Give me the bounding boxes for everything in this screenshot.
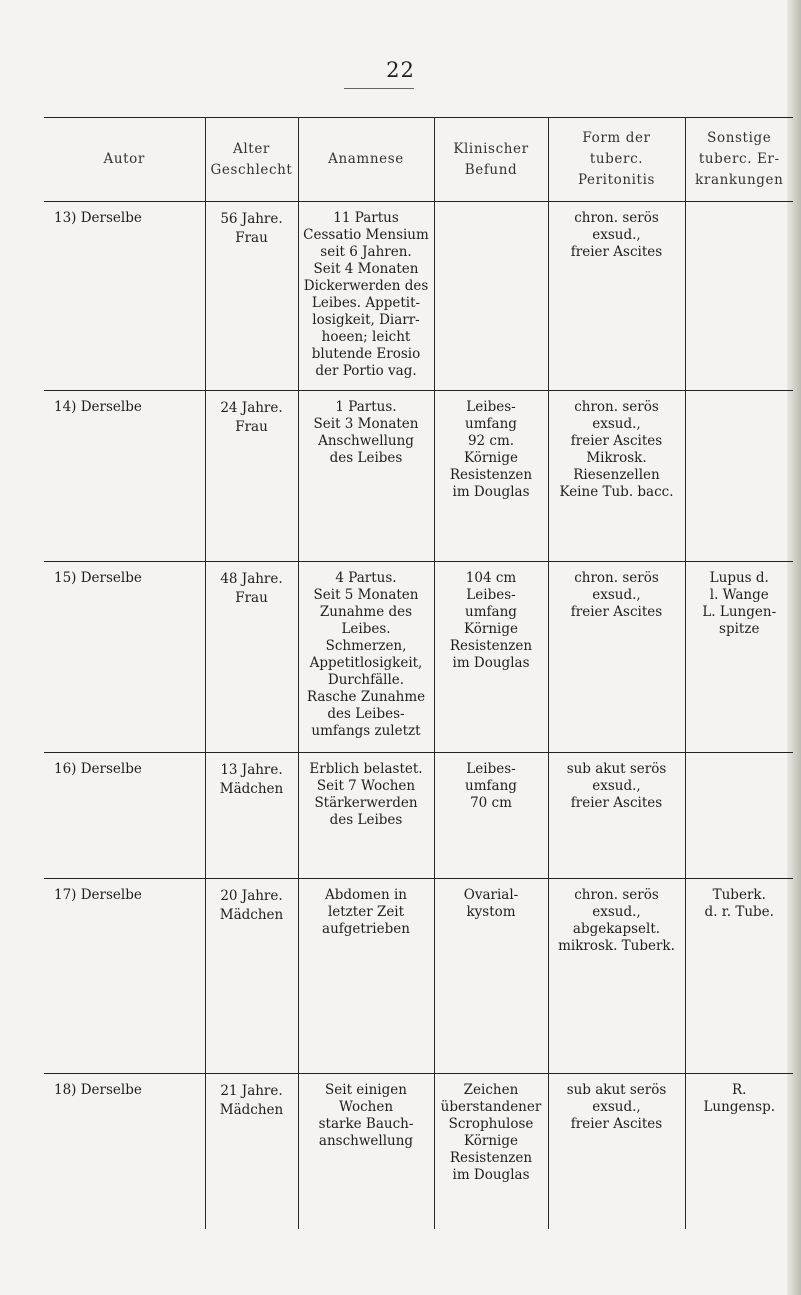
header-line: Peritonitis: [577, 172, 656, 188]
header-line: Autor: [103, 151, 145, 167]
cell-autor: 17) Derselbe: [54, 887, 142, 903]
cell-form: chron. serös exsud., abgekapselt. mikrosk. Tuberk.: [548, 879, 685, 1074]
header-form-peritonitis: [548, 118, 685, 202]
header-line: Form der: [582, 130, 651, 146]
header-line: Klinischer: [453, 140, 529, 157]
table-row: [44, 562, 793, 753]
header-line: Sonstige: [707, 130, 772, 146]
cell-sonstige: Lupus d. l. Wange L. Lungen- spitze: [685, 562, 793, 753]
cell-form: chron. serös exsud., freier Ascites Mikrosk. Riesenzellen Keine Tub. bacc.: [548, 391, 685, 562]
cell-autor: 18) Derselbe: [54, 1082, 142, 1098]
cell-befund: Zeichen überstandener Scrophulose Körnige Resistenzen im Douglas: [434, 1074, 548, 1229]
cell-form: sub akut serös exsud., freier Ascites: [548, 753, 685, 879]
cell-anamnese: 1 Partus. Seit 3 Monaten Anschwellung des Leibes: [298, 391, 434, 562]
cell-befund: Ovarial- kystom: [434, 879, 548, 1074]
cell-anamnese: Abdomen in letzter Zeit aufgetrieben: [298, 879, 434, 1074]
cell-sonstige: R. Lungensp.: [685, 1074, 793, 1229]
table-row: [44, 1074, 793, 1229]
cell-alter: 13 Jahre. Mädchen: [205, 753, 298, 879]
table-row: [44, 202, 793, 391]
table-row: [44, 879, 793, 1074]
cell-anamnese: 4 Partus. Seit 5 Monaten Zunahme des Leibes. Schmerzen, Appetitlosigkeit, Durchfälle. Rasche Zunahme des Leibes- umfangs zuletzt: [298, 562, 434, 753]
table-row: [44, 753, 793, 879]
header-line: tuberc.: [589, 151, 644, 167]
cell-sonstige: Tuberk. d. r. Tube.: [685, 879, 793, 1074]
cell-form: chron. serös exsud., freier Ascites: [548, 202, 685, 391]
header-alter-geschlecht: [205, 118, 298, 202]
header-sonstige-erkrankungen: [685, 118, 793, 202]
cell-befund: [434, 202, 548, 391]
page-number: 22: [386, 58, 415, 82]
cell-befund: 104 cm Leibes- umfang Körnige Resistenzen im Douglas: [434, 562, 548, 753]
header-line: tuberc. Er-: [698, 151, 780, 167]
cell-autor: 14) Derselbe: [54, 399, 142, 415]
page-number-underline: [344, 88, 414, 89]
header-anamnese: [298, 118, 434, 202]
cell-autor: 15) Derselbe: [54, 570, 142, 586]
cell-alter: 21 Jahre. Mädchen: [205, 1074, 298, 1229]
header-line: Alter: [233, 140, 270, 157]
cell-sonstige: [685, 391, 793, 562]
cell-sonstige: [685, 202, 793, 391]
cell-sonstige: [685, 753, 793, 879]
cell-autor: 16) Derselbe: [54, 761, 142, 777]
header-line: Befund: [464, 161, 518, 178]
cell-befund: Leibes- umfang 70 cm: [434, 753, 548, 879]
cell-anamnese: Seit einigen Wochen starke Bauch- anschwellung: [298, 1074, 434, 1229]
cell-autor: 13) Derselbe: [54, 210, 142, 226]
table-row: [44, 391, 793, 562]
cell-alter: 20 Jahre. Mädchen: [205, 879, 298, 1074]
header-line: krankungen: [695, 172, 784, 188]
table-body: [44, 202, 793, 1229]
case-table: [44, 117, 793, 1229]
table-header: [44, 118, 793, 202]
header-autor: [44, 118, 205, 202]
cell-anamnese: 11 Partus Cessatio Mensium seit 6 Jahren. Seit 4 Monaten Dickerwerden des Leibes. Appetit- losigkeit, Diarr- hoeen; leicht blutende Erosio der Portio vag.: [298, 202, 434, 391]
cell-form: chron. serös exsud., freier Ascites: [548, 562, 685, 753]
cell-alter: 24 Jahre. Frau: [205, 391, 298, 562]
cell-form: sub akut serös exsud., freier Ascites: [548, 1074, 685, 1229]
header-line: Geschlecht: [210, 161, 293, 178]
cell-befund: Leibes- umfang 92 cm. Körnige Resistenzen im Douglas: [434, 391, 548, 562]
header-klinischer-befund: [434, 118, 548, 202]
header-line: Anamnese: [328, 151, 404, 167]
cell-alter: 48 Jahre. Frau: [205, 562, 298, 753]
cell-alter: 56 Jahre. Frau: [205, 202, 298, 391]
cell-anamnese: Erblich belastet. Seit 7 Wochen Stärkerwerden des Leibes: [298, 753, 434, 879]
